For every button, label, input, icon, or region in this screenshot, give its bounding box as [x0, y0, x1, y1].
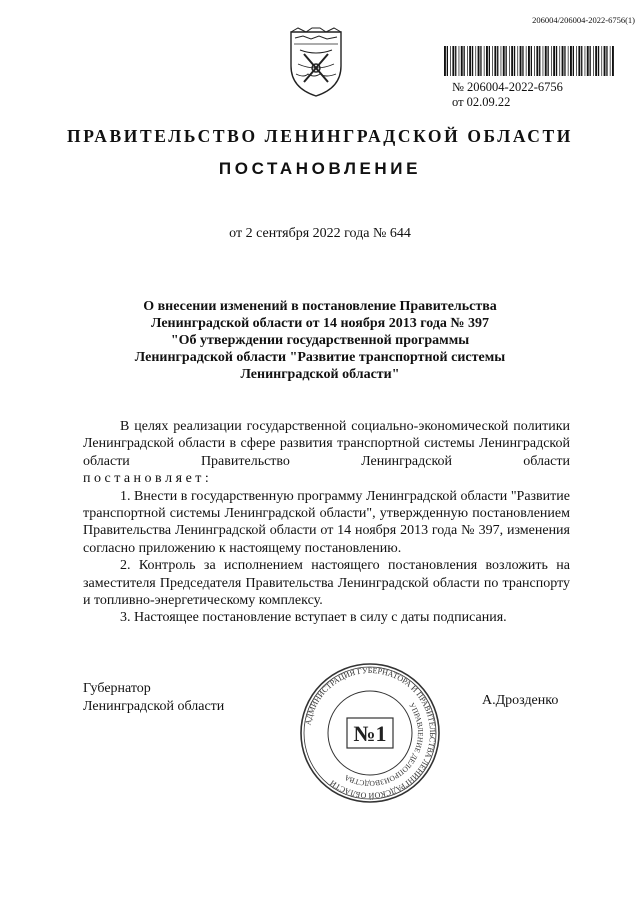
document-date-number: от 2 сентября 2022 года № 644	[229, 226, 411, 241]
resolution-item-3: 3. Настоящее постановление вступает в силу с даты подписания.	[120, 610, 507, 626]
seal-outer-text: АДМИНИСТРАЦИЯ ГУБЕРНАТОРА И ПРАВИТЕЛЬСТВА ЛЕНИНГРАДСКОЙ ОБЛАСТИ	[303, 665, 438, 801]
resolves-word: п о с т а н о в л я е т :	[83, 471, 209, 487]
document-subject	[110, 298, 530, 383]
official-seal-icon	[299, 662, 441, 804]
subject-line: Ленинградской области"	[240, 367, 400, 382]
signatory-position-line: Губернатор	[83, 681, 151, 696]
signatory-position	[83, 680, 224, 716]
document-type: ПОСТАНОВЛЕНИЕ	[218, 159, 422, 178]
subject-line: Ленинградской области от 14 ноября 2013 года № 397	[151, 316, 489, 331]
signatory-position-line: Ленинградской области	[83, 699, 225, 714]
subject-line: О внесении изменений в постановление Правительства	[143, 299, 497, 314]
document-body	[83, 418, 570, 627]
preamble-paragraph: В целях реализации государственной социально-экономической политики Ленинградской области в сфере развития транспортной системы Ленинградской области Правительство Ленинградской области	[83, 419, 570, 469]
resolution-item-2: 2. Контроль за исполнением настоящего постановления возложить на заместителя Председателя Правительства Ленинградской области по транспорту и топливно-энергетическому комплексу.	[83, 558, 570, 609]
subject-line: Ленинградской области "Развитие транспортной системы	[134, 350, 506, 365]
registry-top-code: 206004/206004-2022-6756(1)	[532, 15, 635, 25]
government-title: ПРАВИТЕЛЬСТВО ЛЕНИНГРАДСКОЙ ОБЛАСТИ	[66, 126, 574, 146]
resolution-item-1: 1. Внести в государственную программу Ленинградской области "Развитие транспортной системы Ленинградской области", утвержденную постановлением Правительства Ленинградской области от 14 ноября 2013 года № 397, изменения согласно приложению к настоящему постановлению.	[83, 488, 570, 556]
barcode-icon	[444, 46, 614, 76]
seal-center-number: №1	[353, 721, 387, 746]
registry-date: от 02.09.22	[452, 95, 511, 109]
registry-number: № 206004-2022-6756	[452, 80, 563, 94]
signatory-name: А.Дрозденко	[482, 693, 559, 708]
coat-of-arms-icon	[286, 26, 346, 98]
subject-line: "Об утверждении государственной программы	[170, 333, 470, 348]
seal-inner-text: УПРАВЛЕНИЕ ДЕЛОПРОИЗВОДСТВА	[343, 700, 426, 789]
